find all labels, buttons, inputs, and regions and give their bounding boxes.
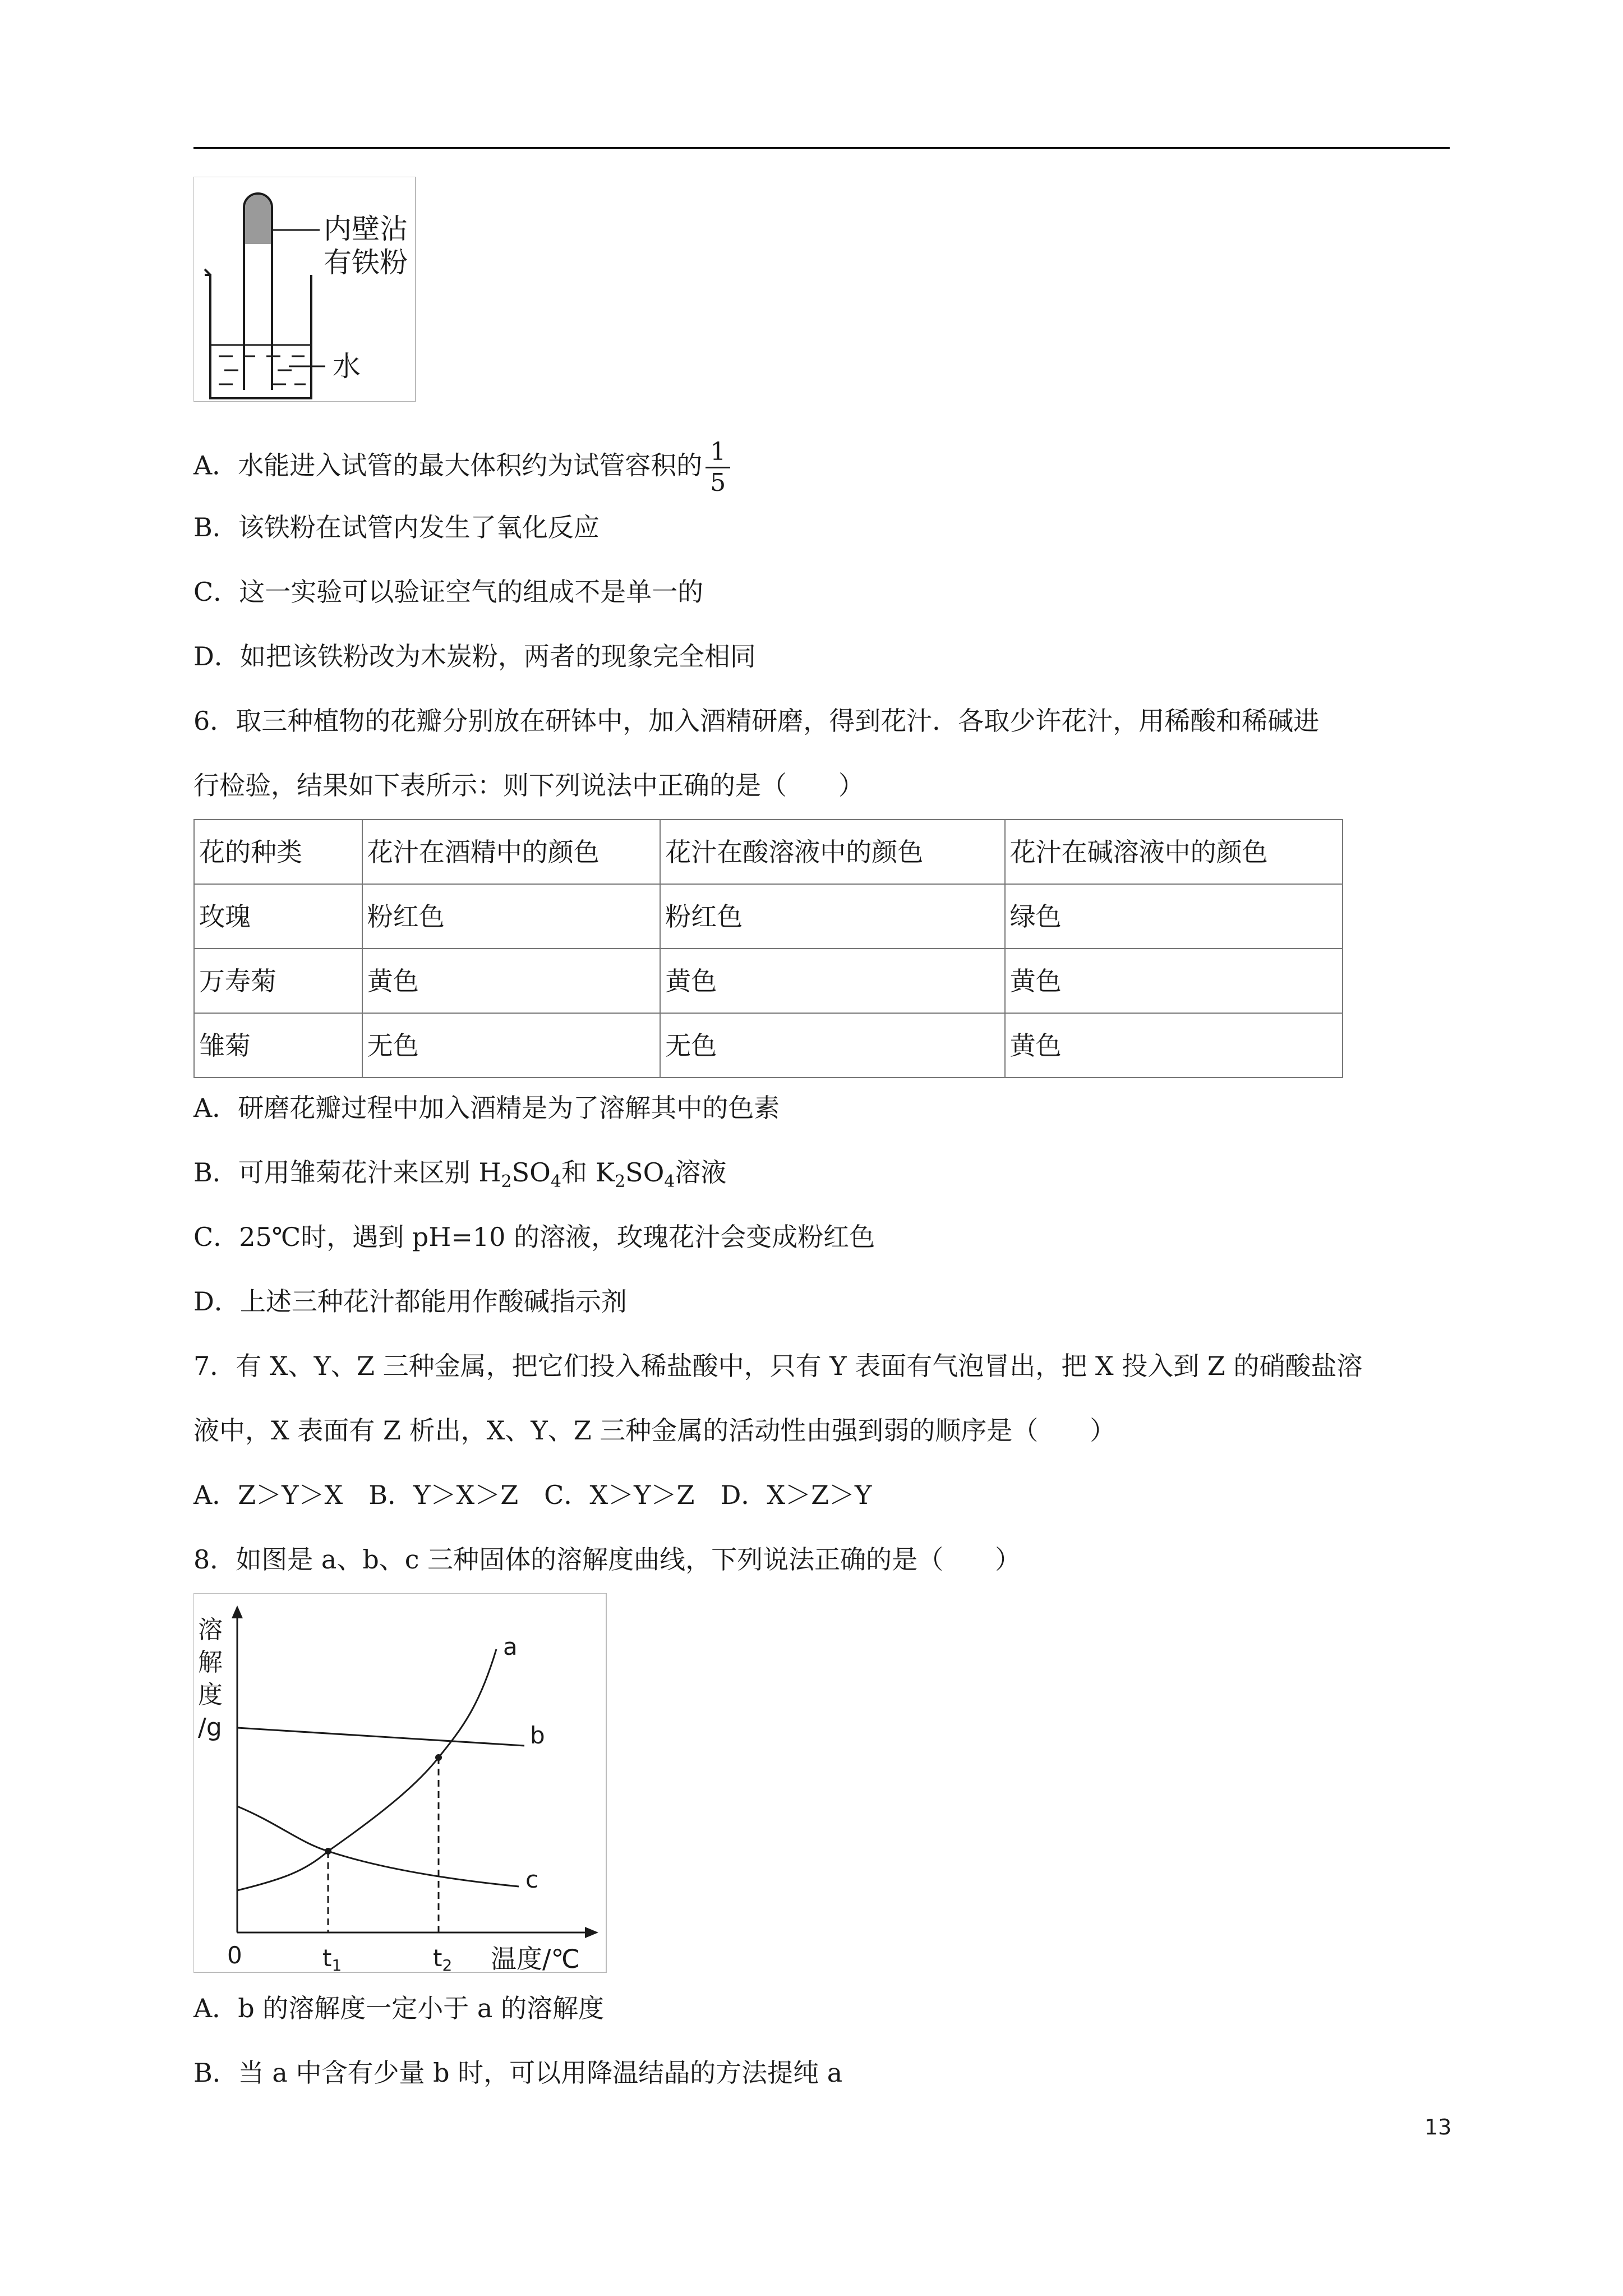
x-tick-label-t2: t2 (433, 1944, 453, 1975)
series-label-c: c (525, 1866, 539, 1893)
intersection-point-t2 (435, 1754, 442, 1761)
table-cell: 雏菊 (194, 1013, 362, 1078)
q8-option-b: B．当 a 中含有少量 b 时，可以用降温结晶的方法提纯 a (193, 2058, 843, 2088)
q5-option-d: D．如把该铁粉改为木炭粉，两者的现象完全相同 (193, 641, 756, 671)
y-label-char: /g (198, 1713, 222, 1742)
table-row (194, 1013, 1343, 1078)
table-cell: 万寿菊 (194, 949, 362, 1013)
x-axis-label: 温度/℃ (491, 1944, 580, 1974)
table-row (194, 884, 1343, 949)
table-cell: 黄色 (1005, 1013, 1343, 1078)
intersection-point-t1 (325, 1848, 331, 1855)
q6-option-b: B．可用雏菊花汁来区别 $H_2SO_4$和 $K_2SO_4$溶液 (193, 1157, 727, 1191)
q6-option-c: C．25℃时，遇到 pH=10 的溶液，玫瑰花汁会变成粉红色 (193, 1222, 875, 1252)
q6-option-a: A．研磨花瓣过程中加入酒精是为了溶解其中的色素 (193, 1093, 780, 1123)
q7-stem-line1: 7．有 X、Y、Z 三种金属，把它们投入稀盐酸中，只有 Y 表面有气泡冒出，把 X 投入到 Z 的硝酸盐溶 (193, 1351, 1363, 1381)
table-header-cell: 花汁在酸溶液中的颜色 (660, 820, 1004, 884)
q5-option-c: C．这一实验可以验证空气的组成不是单一的 (193, 577, 704, 607)
table-cell: 黄色 (660, 949, 1004, 1013)
table-cell: 粉红色 (660, 884, 1004, 949)
table-cell: 玫瑰 (194, 884, 362, 949)
series-label-a: a (503, 1633, 518, 1660)
y-label-char: 度 (198, 1681, 223, 1709)
water-label: 水 (333, 350, 361, 383)
fraction-numerator: 1 (706, 438, 730, 468)
table-cell: 黄色 (362, 949, 660, 1013)
table-cell: 无色 (660, 1013, 1004, 1078)
x-tick-label-t1: t1 (322, 1944, 342, 1975)
origin-label: 0 (227, 1941, 242, 1969)
tube-label-line1: 内壁沾 (324, 213, 408, 245)
q8-option-a: A．b 的溶解度一定小于 a 的溶解度 (193, 1993, 604, 2023)
table-header-cell: 花的种类 (194, 820, 362, 884)
tube-label-line2: 有铁粉 (324, 246, 408, 279)
table-row (194, 949, 1343, 1013)
q8-stem: 8．如图是 a、b、c 三种固体的溶解度曲线，下列说法正确的是（ ） (193, 1544, 1021, 1575)
solubility-chart (193, 1593, 608, 1975)
q7-stem-line2: 液中，X 表面有 Z 析出，X、Y、Z 三种金属的活动性由强到弱的顺序是（ ） (193, 1415, 1116, 1446)
table-header-row (194, 820, 1343, 884)
q5-option-a (193, 438, 730, 498)
page-number: 13 (1424, 2115, 1452, 2139)
fraction-denominator: 5 (710, 468, 726, 497)
tube-beaker-figure (193, 177, 418, 404)
q6-option-d: D．上述三种花汁都能用作酸碱指示剂 (193, 1286, 627, 1317)
q5-option-a-text: A．水能进入试管的最大体积约为试管容积的 (193, 450, 703, 481)
q6-stem-line2: 行检验，结果如下表所示：则下列说法中正确的是（ ） (193, 770, 864, 800)
table-cell: 绿色 (1005, 884, 1343, 949)
figure-frame (193, 177, 416, 402)
fraction (706, 438, 730, 498)
header-rule (193, 147, 1450, 149)
y-label-char: 溶 (198, 1616, 223, 1644)
q5-option-b: B．该铁粉在试管内发生了氧化反应 (193, 512, 600, 542)
table-header-cell: 花汁在酒精中的颜色 (362, 820, 660, 884)
series-label-b: b (530, 1722, 545, 1749)
iron-powder (245, 195, 271, 244)
q7-options: A．Z＞Y＞X B．Y＞X＞Z C．X＞Y＞Z D．X＞Z＞Y (193, 1480, 872, 1510)
y-label-char: 解 (198, 1648, 223, 1677)
table-cell: 粉红色 (362, 884, 660, 949)
table-cell: 无色 (362, 1013, 660, 1078)
table-cell: 黄色 (1005, 949, 1343, 1013)
table-header-cell: 花汁在碱溶液中的颜色 (1005, 820, 1343, 884)
q6-stem-line1: 6．取三种植物的花瓣分别放在研钵中，加入酒精研磨，得到花汁．各取少许花汁，用稀酸和稀碱进 (193, 706, 1320, 736)
flower-color-table (193, 819, 1343, 1078)
